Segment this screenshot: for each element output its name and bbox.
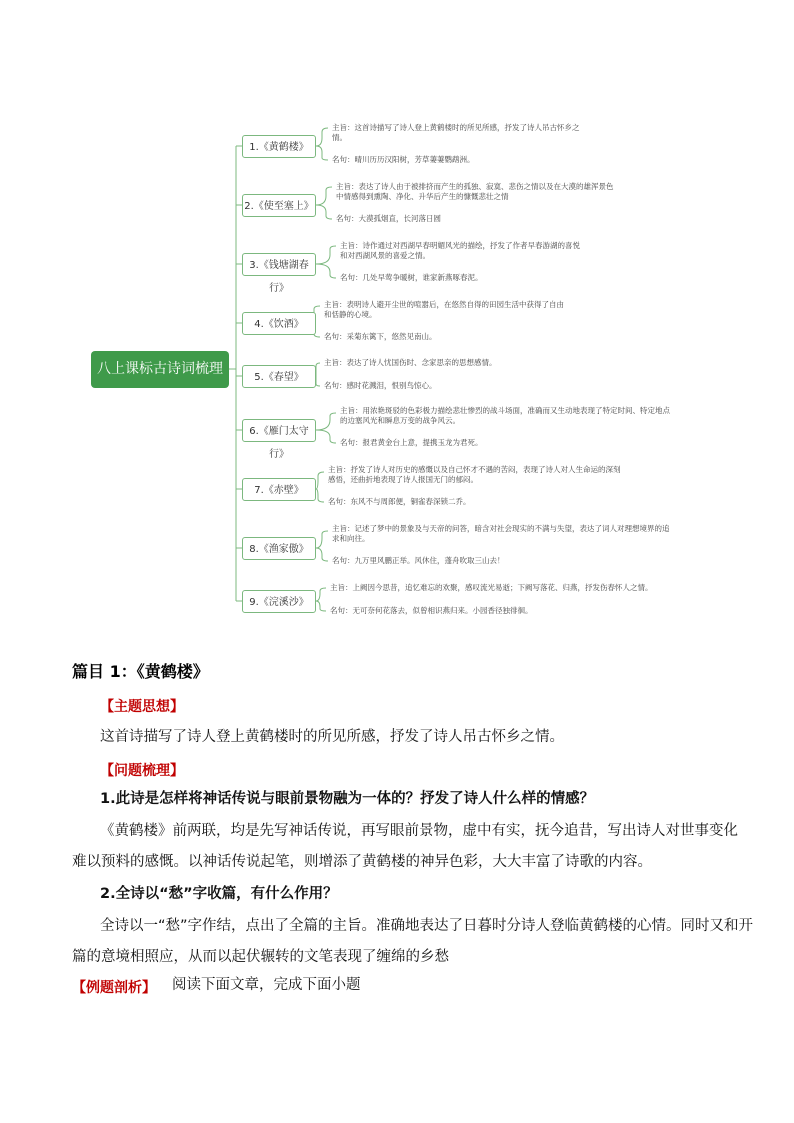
poem-1-quote: 名句：晴川历历汉阳树，芳草萋萋鹦鹉洲。 bbox=[332, 155, 475, 164]
poem-3-theme: 主旨：诗作通过对西湖早春明媚风光的描绘，抒发了作者早春游湖的喜悦 和对西湖风景的喜爱之情。 bbox=[340, 241, 580, 260]
question-1: 1.此诗是怎样将神话传说与眼前景物融为一体的？抒发了诗人什么样的情感？ bbox=[100, 791, 595, 807]
question-2: 2.全诗以“愁”字收篇，有什么作用？ bbox=[100, 886, 338, 902]
poem-3-quote: 名句：几处早莺争暖树，谁家新燕啄春泥。 bbox=[340, 273, 483, 282]
example-text: 阅读下面文章，完成下面小题 bbox=[172, 977, 361, 993]
poem-node-3: 3.《钱塘湖春行》 bbox=[242, 253, 316, 276]
answer-2-line-1: 全诗以一“愁”字作结，点出了全篇的主旨。准确地表达了日暮时分诗人登临黄鹤楼的心情。同时又和开 bbox=[100, 918, 754, 934]
issues-tag: 【问题梳理】 bbox=[100, 763, 184, 779]
poem-8-theme: 主旨：记述了梦中的景象及与天帝的问答，暗含对社会现实的不满与失望，表达了词人对理想境界的追 求和向往。 bbox=[332, 524, 670, 543]
poem-5-theme: 主旨：表达了诗人忧国伤时、念家思亲的思想感情。 bbox=[324, 358, 497, 367]
poem-4-quote: 名句：采菊东篱下，悠然见南山。 bbox=[324, 332, 437, 341]
mind-map-root: 八上课标古诗词梳理 bbox=[91, 351, 229, 388]
poem-6-theme: 主旨：用浓艳斑驳的色彩极力描绘悲壮惨烈的战斗场面，准确而又生动地表现了特定时间、特定地点 的边塞风光和瞬息万变的战争风云。 bbox=[340, 406, 670, 425]
poem-node-5: 5.《春望》 bbox=[242, 365, 316, 388]
poem-node-1: 1.《黄鹤楼》 bbox=[242, 135, 316, 158]
poem-9-theme: 主旨：上阙因今思昔，追忆难忘的欢聚，感叹流光易逝；下阙写落花、归燕，抒发伤春怀人之情。 bbox=[330, 583, 653, 592]
poem-2-quote: 名句：大漠孤烟直，长河落日圆 bbox=[336, 214, 441, 223]
poem-6-quote: 名句：报君黄金台上意，提携玉龙为君死。 bbox=[340, 438, 483, 447]
example-tag: 【例题剖析】 bbox=[72, 980, 156, 996]
poem-node-6: 6.《雁门太守行》 bbox=[242, 419, 316, 442]
poem-8-quote: 名句：九万里风鹏正举。风休住，蓬舟吹取三山去！ bbox=[332, 556, 505, 565]
poem-4-theme: 主旨：表明诗人避开尘世的喧嚣后，在悠然自得的田园生活中获得了自由 和恬静的心境。 bbox=[324, 300, 564, 319]
poem-node-4: 4.《饮酒》 bbox=[242, 312, 316, 335]
poem-7-quote: 名句：东风不与周郎便，铜雀春深锁二乔。 bbox=[328, 497, 471, 506]
answer-1-line-1: 《黄鹤楼》前两联，均是先写神话传说，再写眼前景物，虚中有实，抚今追昔，写出诗人对世事变化 bbox=[100, 823, 738, 839]
poem-5-quote: 名句：感时花溅泪，恨别鸟惊心。 bbox=[324, 381, 437, 390]
answer-1-line-2: 难以预料的感慨。以神话传说起笔，则增添了黄鹤楼的神异色彩，大大丰富了诗歌的内容。 bbox=[72, 854, 652, 870]
poem-node-8: 8.《渔家傲》 bbox=[242, 537, 316, 560]
answer-2-line-2: 篇的意境相照应，从而以起伏辗转的文笔表现了缠绵的乡愁 bbox=[72, 949, 449, 965]
section-heading: 篇目 1：《黄鹤楼》 bbox=[72, 662, 209, 681]
theme-tag: 【主题思想】 bbox=[100, 699, 184, 715]
poem-node-9: 9.《浣溪沙》 bbox=[242, 590, 316, 613]
poem-node-7: 7.《赤壁》 bbox=[242, 478, 316, 501]
poem-9-quote: 名句：无可奈何花落去，似曾相识燕归来。小园香径独徘徊。 bbox=[330, 606, 533, 615]
theme-text: 这首诗描写了诗人登上黄鹤楼时的所见所感，抒发了诗人吊古怀乡之情。 bbox=[100, 729, 564, 745]
poem-1-theme: 主旨：这首诗描写了诗人登上黄鹤楼时的所见所感，抒发了诗人吊古怀乡之 情。 bbox=[332, 123, 580, 142]
poem-7-theme: 主旨：抒发了诗人对历史的感慨以及自己怀才不遇的苦闷，表现了诗人对人生命运的深刻 感悟，还曲折地表现了诗人报国无门的郁闷。 bbox=[328, 465, 621, 484]
poem-2-theme: 主旨：表达了诗人由于被排挤而产生的孤独、寂寞、悲伤之情以及在大漠的雄浑景色 中情感得到熏陶、净化、升华后产生的慷慨悲壮之情 bbox=[336, 182, 614, 201]
poem-node-2: 2.《使至塞上》 bbox=[242, 194, 316, 217]
